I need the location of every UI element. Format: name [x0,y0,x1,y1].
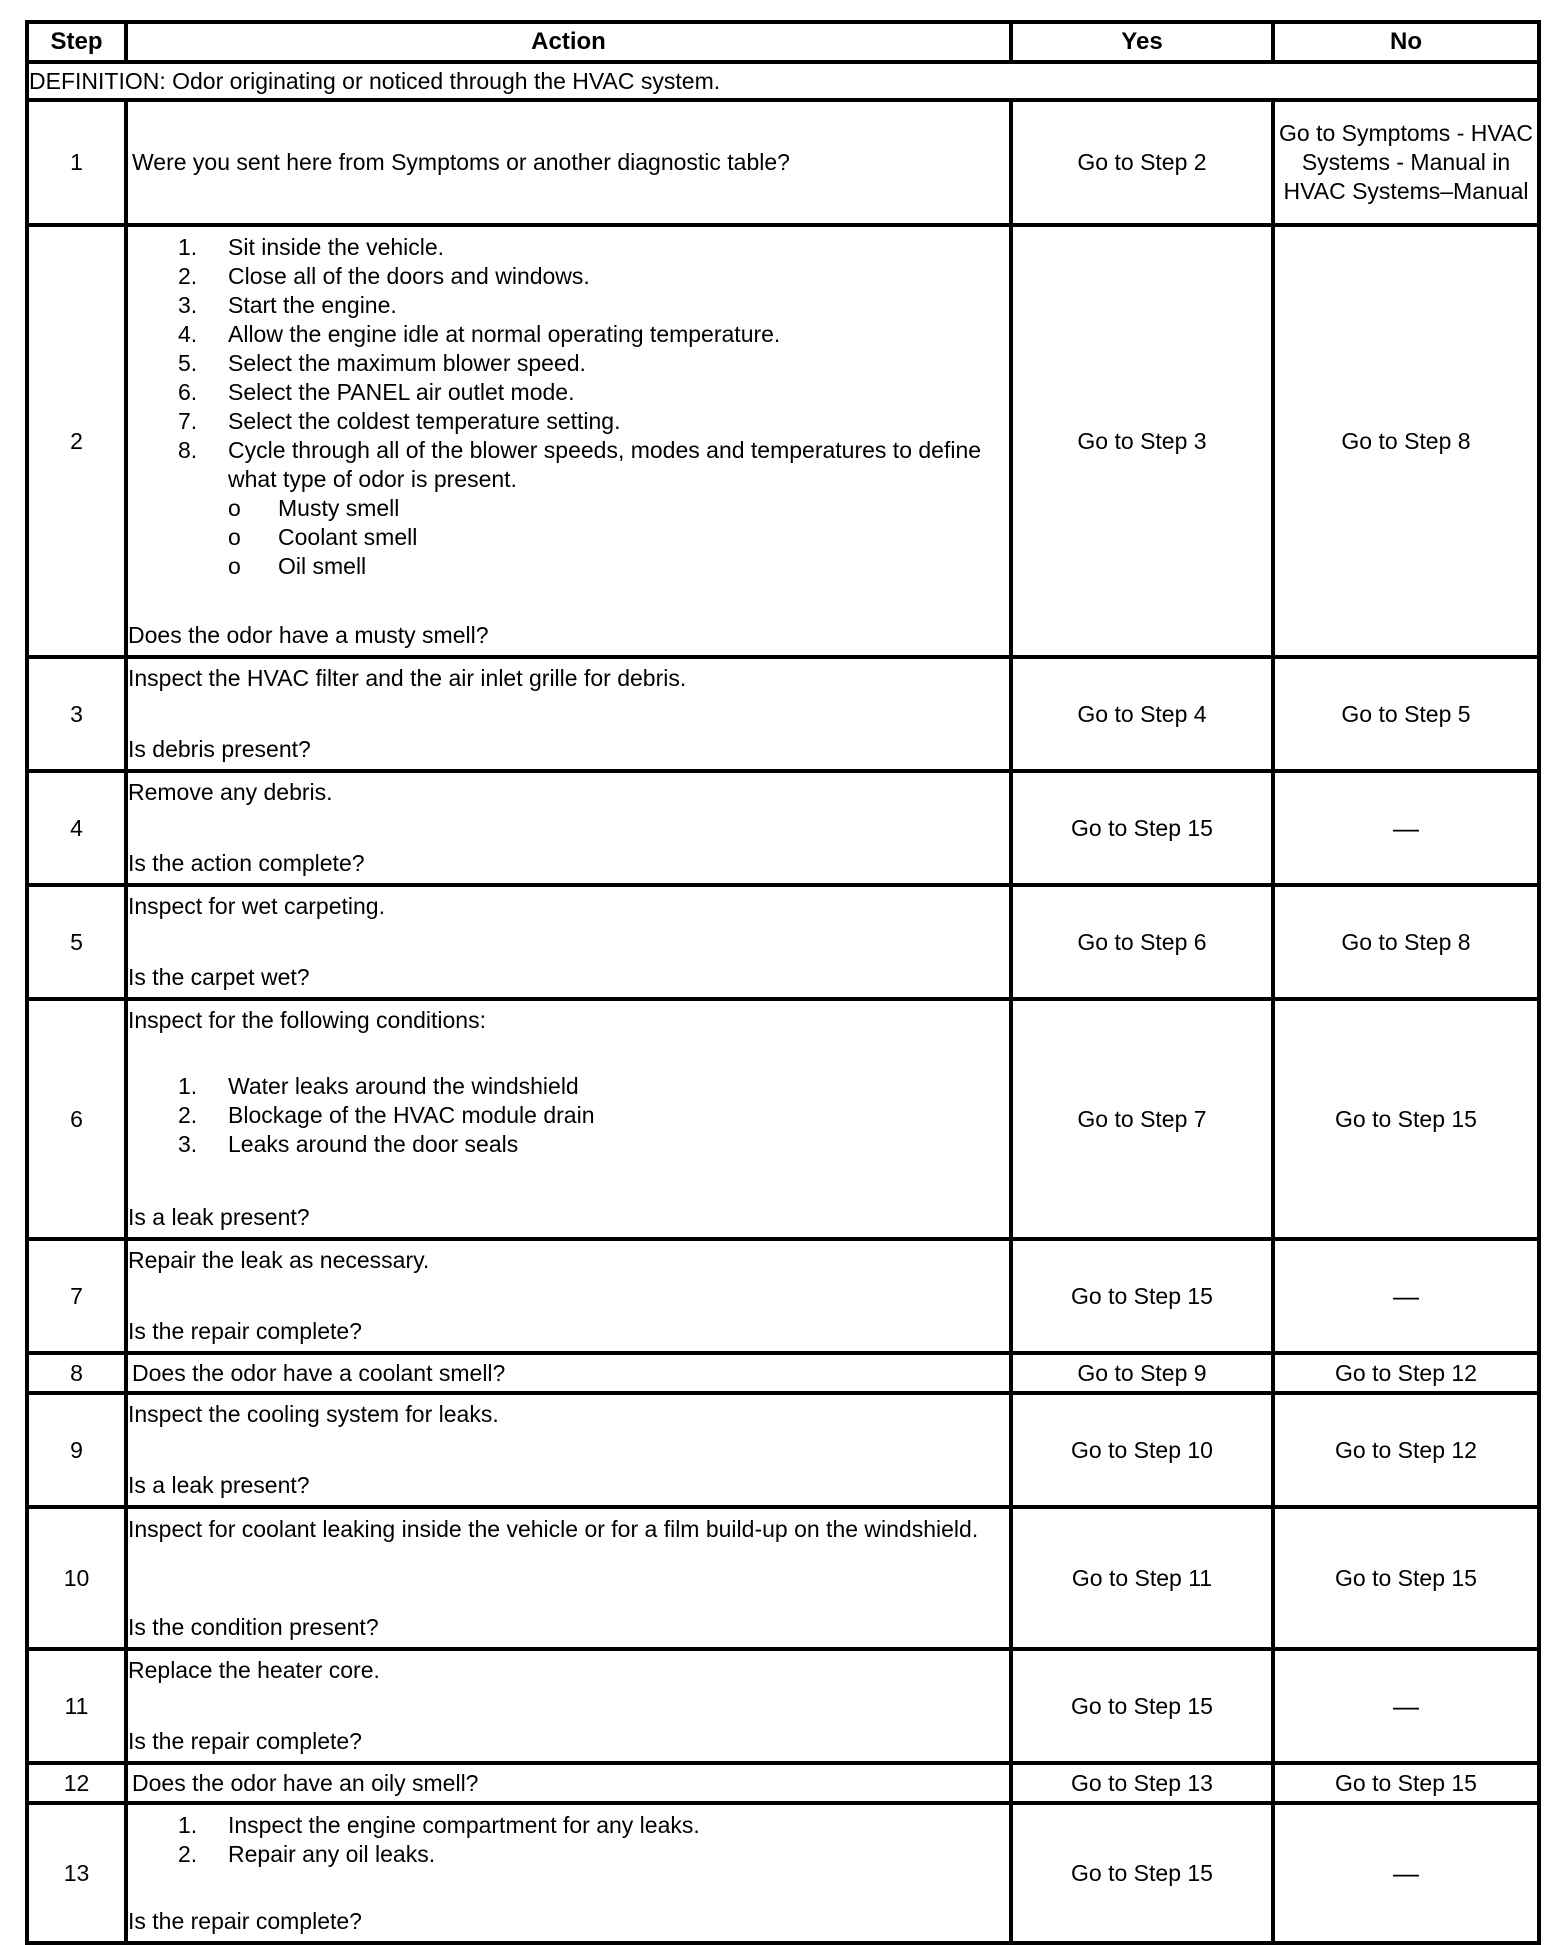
step-number: 3 [27,657,126,771]
yes-cell: Go to Step 13 [1011,1763,1273,1803]
list-item: 8. Cycle through all of the blower speeds, modes and temperatures to define what type of odor is present. [178,437,982,492]
action-cell [126,100,1011,225]
table-row [27,1763,1539,1803]
action-instruction: Inspect the HVAC filter and the air inlet grille for debris. [128,665,687,691]
action-cell [126,999,1011,1239]
yes-cell: Go to Step 15 [1011,1803,1273,1943]
action-cell [126,225,1011,657]
yes-cell: Go to Step 7 [1011,999,1273,1239]
header-yes: Yes [1011,22,1273,62]
list-item: o Musty smell [228,495,400,521]
action-cell [126,1393,1011,1507]
step-number: 7 [27,1239,126,1353]
action-cell [126,771,1011,885]
yes-cell: Go to Step 4 [1011,657,1273,771]
step-number: 13 [27,1803,126,1943]
action-question: Is a leak present? [128,1204,310,1230]
table-row [27,225,1539,657]
action-question: Is the repair complete? [128,1908,362,1934]
header-step: Step [27,22,126,62]
list-item: 2. Repair any oil leaks. [178,1841,436,1867]
no-cell: — [1273,771,1539,885]
no-cell: Go to Step 8 [1273,225,1539,657]
step-number: 1 [27,100,126,225]
action-cell [126,1507,1011,1649]
action-question: Is the condition present? [128,1614,379,1640]
action-instruction: Inspect for the following conditions: [128,1007,486,1033]
no-cell: — [1273,1649,1539,1763]
no-cell: Go to Step 12 [1273,1353,1539,1393]
action-instruction: Replace the heater core. [128,1657,380,1683]
list-item: 6. Select the PANEL air outlet mode. [178,379,575,405]
yes-cell: Go to Step 15 [1011,771,1273,885]
list-item: o Coolant smell [228,524,418,550]
no-cell: Go to Step 15 [1273,1763,1539,1803]
definition-text: DEFINITION: Odor originating or noticed through the HVAC system. [27,62,1539,100]
action-question: Does the odor have a musty smell? [128,622,489,648]
action-cell [126,1353,1011,1393]
action-steps-list [128,1811,1009,1869]
list-item: 1. Water leaks around the windshield [178,1073,579,1099]
action-cell [126,1239,1011,1353]
action-question: Does the odor have an oily smell? [132,1769,479,1796]
diagnostic-table [25,20,1541,1945]
no-cell: — [1273,1803,1539,1943]
step-number: 8 [27,1353,126,1393]
action-cell [126,1649,1011,1763]
action-instruction: Inspect for wet carpeting. [128,893,385,919]
step-number: 2 [27,225,126,657]
table-row [27,1507,1539,1649]
yes-cell: Go to Step 9 [1011,1353,1273,1393]
table-row [27,885,1539,999]
step-number: 4 [27,771,126,885]
no-cell: Go to Step 12 [1273,1393,1539,1507]
list-item: 2. Close all of the doors and windows. [178,263,590,289]
yes-cell: Go to Step 6 [1011,885,1273,999]
list-item: 7. Select the coldest temperature setting. [178,408,621,434]
yes-cell: Go to Step 2 [1011,100,1273,225]
table-row [27,771,1539,885]
action-question: Is the action complete? [128,850,365,876]
yes-cell: Go to Step 15 [1011,1239,1273,1353]
action-instruction: Remove any debris. [128,779,333,805]
header-action: Action [126,22,1011,62]
action-steps-list [128,233,1009,494]
list-item: 5. Select the maximum blower speed. [178,350,586,376]
yes-cell: Go to Step 11 [1011,1507,1273,1649]
table-row [27,1239,1539,1353]
yes-cell: Go to Step 15 [1011,1649,1273,1763]
table-row [27,657,1539,771]
action-instruction: Repair the leak as necessary. [128,1247,430,1273]
action-cell [126,657,1011,771]
action-cell [126,885,1011,999]
step-number: 6 [27,999,126,1239]
yes-cell: Go to Step 3 [1011,225,1273,657]
table-row [27,100,1539,225]
list-item: 2. Blockage of the HVAC module drain [178,1102,595,1128]
action-question: Is a leak present? [128,1472,310,1498]
odor-types-list [128,494,1009,581]
action-question: Is the repair complete? [128,1318,362,1344]
list-item: 1. Sit inside the vehicle. [178,234,445,260]
step-number: 11 [27,1649,126,1763]
yes-cell: Go to Step 10 [1011,1393,1273,1507]
table-row [27,999,1539,1239]
header-row [27,22,1539,62]
action-question: Is the carpet wet? [128,964,310,990]
table-row [27,1649,1539,1763]
no-cell: Go to Step 8 [1273,885,1539,999]
conditions-list [128,1072,1009,1159]
step-number: 10 [27,1507,126,1649]
list-item: 1. Inspect the engine compartment for any leaks. [178,1812,700,1838]
table-row [27,1803,1539,1943]
header-no: No [1273,22,1539,62]
step-number: 12 [27,1763,126,1803]
no-cell: Go to Step 5 [1273,657,1539,771]
table-row [27,1353,1539,1393]
list-item: 3. Start the engine. [178,292,397,318]
action-question: Does the odor have a coolant smell? [132,1359,506,1386]
no-cell: — [1273,1239,1539,1353]
action-question: Is the repair complete? [128,1728,362,1754]
action-instruction: Inspect the cooling system for leaks. [128,1401,499,1427]
definition-row [27,62,1539,100]
step-number: 9 [27,1393,126,1507]
list-item: 4. Allow the engine idle at normal operating temperature. [178,321,781,347]
list-item: 3. Leaks around the door seals [178,1131,519,1157]
no-cell: Go to Step 15 [1273,999,1539,1239]
step-number: 5 [27,885,126,999]
action-instruction: Inspect for coolant leaking inside the vehicle or for a film build-up on the windshield. [128,1516,979,1542]
action-question: Is debris present? [128,736,311,762]
no-cell: Go to Step 15 [1273,1507,1539,1649]
action-cell [126,1803,1011,1943]
no-cell: Go to Symptoms - HVAC Systems - Manual in HVAC Systems–Manual [1273,100,1539,225]
list-item: o Oil smell [228,553,367,579]
table-row [27,1393,1539,1507]
action-question: Were you sent here from Symptoms or another diagnostic table? [132,149,790,175]
action-cell [126,1763,1011,1803]
